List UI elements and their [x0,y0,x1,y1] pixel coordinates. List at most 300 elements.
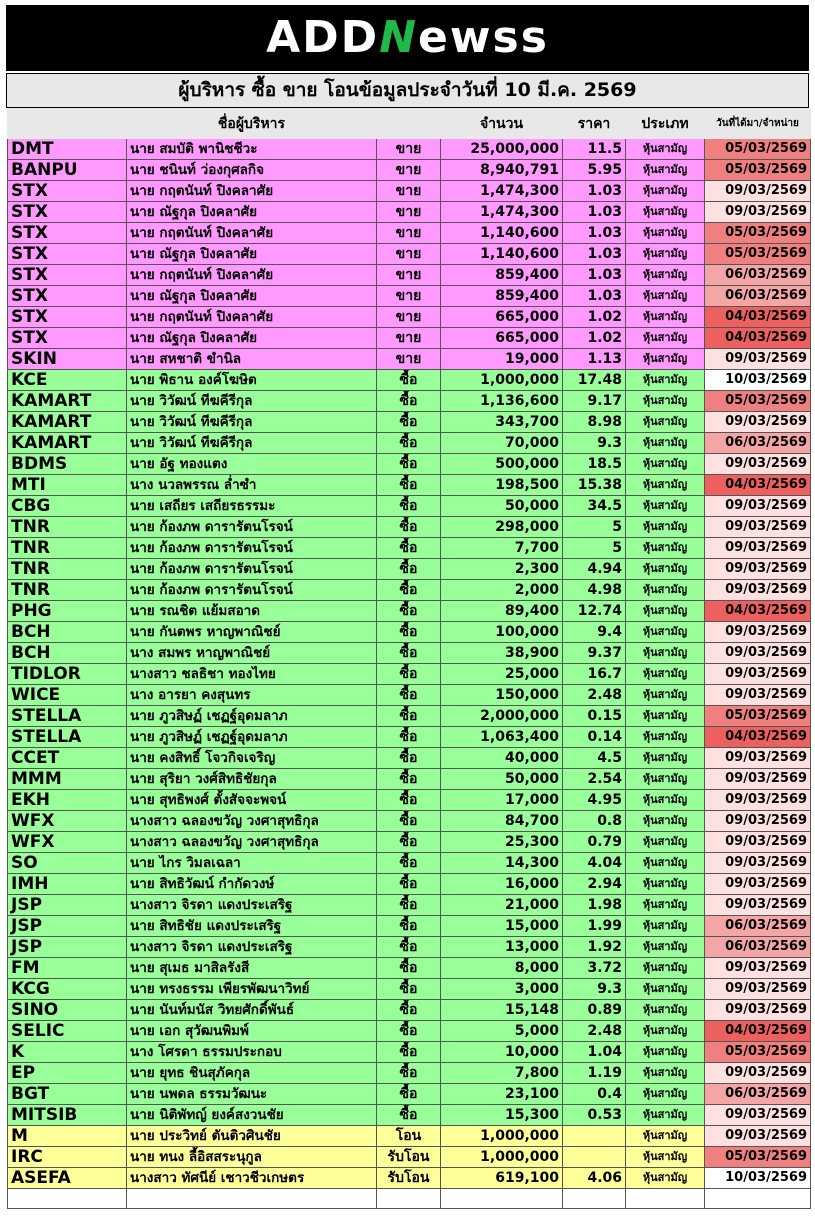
cell-action: ซื้อ [377,391,441,412]
cell-amount: 1,140,600 [441,244,563,265]
cell-amount: 1,474,300 [441,181,563,202]
cell-empty [626,1189,705,1209]
cell-symbol: IMH [8,874,127,895]
cell-price: 0.4 [563,1084,626,1105]
header-price: ราคา [563,109,626,139]
cell-price: 0.14 [563,727,626,748]
cell-date: 05/03/2569 [705,223,811,244]
cell-action: รับโอน [377,1147,441,1168]
cell-symbol: MTI [8,475,127,496]
cell-date: 05/03/2569 [705,391,811,412]
cell-price: 4.06 [563,1168,626,1189]
cell-action: ขาย [377,328,441,349]
cell-date: 09/03/2569 [705,748,811,769]
cell-symbol: ASEFA [8,1168,127,1189]
cell-type: หุ้นสามัญ [626,454,705,475]
cell-name: นางสาว ฉลองขวัญ วงศาสุทธิกุล [127,832,377,853]
cell-type: หุ้นสามัญ [626,286,705,307]
cell-price: 3.72 [563,958,626,979]
cell-type: หุ้นสามัญ [626,916,705,937]
cell-price: 18.5 [563,454,626,475]
cell-amount: 17,000 [441,790,563,811]
cell-action: โอน [377,1126,441,1147]
cell-price: 1.03 [563,181,626,202]
table-row [8,370,811,391]
cell-empty [705,1189,811,1209]
cell-name: นาย ภูวสิษฏ์ เชฏฐ์อุดมลาภ [127,727,377,748]
cell-name: นาง โศรดา ธรรมประกอบ [127,1042,377,1063]
cell-action: ขาย [377,307,441,328]
table-row [8,202,811,223]
cell-date: 05/03/2569 [705,1147,811,1168]
cell-date: 09/03/2569 [705,580,811,601]
cell-name: นาย สุทธิพงศ์ ตั้งสัจจะพจน์ [127,790,377,811]
cell-action: ขาย [377,223,441,244]
cell-price: 5 [563,517,626,538]
cell-amount: 13,000 [441,937,563,958]
cell-type: หุ้นสามัญ [626,139,705,160]
cell-price: 1.13 [563,349,626,370]
cell-type: หุ้นสามัญ [626,244,705,265]
cell-amount: 1,000,000 [441,370,563,391]
cell-symbol: TNR [8,580,127,601]
cell-type: หุ้นสามัญ [626,832,705,853]
cell-date: 06/03/2569 [705,916,811,937]
cell-symbol: JSP [8,916,127,937]
cell-amount: 15,000 [441,916,563,937]
cell-date: 06/03/2569 [705,937,811,958]
table-row [8,475,811,496]
cell-date: 05/03/2569 [705,1042,811,1063]
cell-action: ซื้อ [377,769,441,790]
page-title: ผู้บริหาร ซื้อ ขาย โอนข้อมูลประจำวันที่ 10 มี.ค. 2569 [6,73,809,108]
cell-price: 1.92 [563,937,626,958]
cell-symbol: STX [8,307,127,328]
cell-amount: 859,400 [441,265,563,286]
cell-name: นาย กฤตนันท์ ปิงคลาศัย [127,181,377,202]
cell-name: นาย กฤตนันท์ ปิงคลาศัย [127,223,377,244]
cell-symbol: KAMART [8,391,127,412]
cell-action: ขาย [377,286,441,307]
cell-type: หุ้นสามัญ [626,496,705,517]
cell-action: ซื้อ [377,811,441,832]
cell-price: 1.04 [563,1042,626,1063]
cell-amount: 19,000 [441,349,563,370]
cell-name: นาย นิติพัทญ์ ยงค์สงวนชัย [127,1105,377,1126]
cell-action: ซื้อ [377,496,441,517]
cell-symbol: SELIC [8,1021,127,1042]
table-header-row [8,109,811,139]
cell-price: 5 [563,538,626,559]
cell-amount: 10,000 [441,1042,563,1063]
cell-symbol: STELLA [8,727,127,748]
cell-type: หุ้นสามัญ [626,1126,705,1147]
table-row [8,223,811,244]
cell-amount: 1,000,000 [441,1147,563,1168]
cell-date: 09/03/2569 [705,1063,811,1084]
cell-action: ซื้อ [377,685,441,706]
table-row [8,853,811,874]
cell-symbol: STX [8,181,127,202]
cell-date: 05/03/2569 [705,244,811,265]
cell-symbol: IRC [8,1147,127,1168]
cell-symbol: BCH [8,622,127,643]
table-row [8,958,811,979]
cell-name: นาย สหชาติ ขำนิล [127,349,377,370]
table-row [8,1000,811,1021]
cell-name: นาย ทรงธรรม เพียรพัฒนาวิทย์ [127,979,377,1000]
cell-action: ซื้อ [377,853,441,874]
cell-symbol: WFX [8,811,127,832]
cell-price: 1.03 [563,202,626,223]
cell-action: ซื้อ [377,916,441,937]
cell-date: 09/03/2569 [705,832,811,853]
cell-action: ขาย [377,202,441,223]
table-row [8,454,811,475]
cell-action: ขาย [377,349,441,370]
logo-text-add: ADD [266,12,380,63]
cell-date: 09/03/2569 [705,559,811,580]
cell-action: ซื้อ [377,433,441,454]
cell-symbol: EP [8,1063,127,1084]
cell-amount: 50,000 [441,496,563,517]
cell-name: นาย กฤตนันท์ ปิงคลาศัย [127,307,377,328]
cell-amount: 70,000 [441,433,563,454]
cell-type: หุ้นสามัญ [626,580,705,601]
cell-date: 09/03/2569 [705,622,811,643]
cell-action: ซื้อ [377,832,441,853]
cell-date: 09/03/2569 [705,1105,811,1126]
table-row [8,601,811,622]
cell-symbol: SO [8,853,127,874]
table-row [8,139,811,160]
cell-date: 09/03/2569 [705,979,811,1000]
cell-symbol: M [8,1126,127,1147]
cell-name: นาย วิวัฒน์ ทีฆคีรีกุล [127,433,377,454]
cell-amount: 7,700 [441,538,563,559]
table-row [8,181,811,202]
cell-amount: 859,400 [441,286,563,307]
cell-name: นางสาว จิรดา แดงประเสริฐ [127,895,377,916]
cell-date: 09/03/2569 [705,517,811,538]
cell-name: นาย ไกร วิมลเฉลา [127,853,377,874]
cell-date: 09/03/2569 [705,664,811,685]
cell-action: ซื้อ [377,790,441,811]
cell-type: หุ้นสามัญ [626,622,705,643]
cell-date: 09/03/2569 [705,181,811,202]
table-row [8,307,811,328]
cell-action: ซื้อ [377,664,441,685]
cell-action: ซื้อ [377,1084,441,1105]
cell-type: หุ้นสามัญ [626,1021,705,1042]
cell-amount: 2,000 [441,580,563,601]
cell-symbol: PHG [8,601,127,622]
cell-symbol: KCE [8,370,127,391]
cell-type: หุ้นสามัญ [626,958,705,979]
table-row [8,1021,811,1042]
cell-name: นาย เสถียร เสถียรธรรมะ [127,496,377,517]
cell-type: หุ้นสามัญ [626,223,705,244]
cell-price: 0.89 [563,1000,626,1021]
cell-name: นางสาว ชลธิชา ทองไทย [127,664,377,685]
cell-action: ขาย [377,244,441,265]
cell-price: 15.38 [563,475,626,496]
cell-type: หุ้นสามัญ [626,727,705,748]
cell-empty [563,1189,626,1209]
cell-date: 04/03/2569 [705,1021,811,1042]
table-row [8,391,811,412]
cell-action: ซื้อ [377,538,441,559]
cell-action: ซื้อ [377,958,441,979]
cell-action: ซื้อ [377,580,441,601]
table-row [8,286,811,307]
cell-price: 9.37 [563,643,626,664]
cell-type: หุ้นสามัญ [626,265,705,286]
cell-date: 09/03/2569 [705,1000,811,1021]
cell-price: 0.53 [563,1105,626,1126]
table-row [8,1042,811,1063]
cell-price: 12.74 [563,601,626,622]
cell-symbol: SKIN [8,349,127,370]
cell-amount: 665,000 [441,328,563,349]
cell-type: หุ้นสามัญ [626,412,705,433]
cell-action: ซื้อ [377,874,441,895]
cell-price: 1.03 [563,244,626,265]
table-row [8,832,811,853]
cell-price: 4.95 [563,790,626,811]
cell-action: ซื้อ [377,895,441,916]
cell-type: หุ้นสามัญ [626,538,705,559]
cell-symbol: KAMART [8,433,127,454]
cell-date: 04/03/2569 [705,307,811,328]
cell-price: 9.3 [563,979,626,1000]
cell-symbol: STX [8,202,127,223]
cell-type: หุ้นสามัญ [626,748,705,769]
table-row [8,622,811,643]
cell-price: 1.02 [563,307,626,328]
cell-amount: 89,400 [441,601,563,622]
table-row [8,265,811,286]
cell-name: นาย รณชิต แย้มสอาด [127,601,377,622]
cell-amount: 1,140,600 [441,223,563,244]
cell-name: นาย สิทธิชัย แดงประเสริฐ [127,916,377,937]
cell-price: 1.19 [563,1063,626,1084]
cell-name: นาย ณัฐกุล ปิงคลาศัย [127,202,377,223]
logo-text-n: N [379,12,419,63]
cell-price: 4.04 [563,853,626,874]
cell-price: 1.99 [563,916,626,937]
cell-type: หุ้นสามัญ [626,181,705,202]
cell-amount: 25,300 [441,832,563,853]
cell-symbol: STX [8,286,127,307]
cell-amount: 1,063,400 [441,727,563,748]
cell-amount: 2,000,000 [441,706,563,727]
cell-type: หุ้นสามัญ [626,769,705,790]
cell-amount: 1,136,600 [441,391,563,412]
cell-date: 10/03/2569 [705,370,811,391]
cell-type: หุ้นสามัญ [626,811,705,832]
cell-symbol: CCET [8,748,127,769]
cell-symbol: BGT [8,1084,127,1105]
cell-action: ขาย [377,139,441,160]
cell-amount: 38,900 [441,643,563,664]
cell-symbol: TNR [8,517,127,538]
table-row [8,937,811,958]
cell-date: 05/03/2569 [705,139,811,160]
cell-price: 1.03 [563,223,626,244]
cell-amount: 25,000,000 [441,139,563,160]
cell-type: หุ้นสามัญ [626,874,705,895]
cell-type: หุ้นสามัญ [626,790,705,811]
cell-action: รับโอน [377,1168,441,1189]
table-row [8,727,811,748]
cell-name: นาง สมพร หาญพาณิชย์ [127,643,377,664]
cell-action: ซื้อ [377,727,441,748]
cell-type: หุ้นสามัญ [626,202,705,223]
cell-price: 4.5 [563,748,626,769]
cell-symbol: TNR [8,538,127,559]
cell-action: ซื้อ [377,601,441,622]
cell-price: 5.95 [563,160,626,181]
cell-action: ซื้อ [377,454,441,475]
cell-symbol: MITSIB [8,1105,127,1126]
table-row [8,811,811,832]
cell-symbol: DMT [8,139,127,160]
cell-type: หุ้นสามัญ [626,391,705,412]
cell-type: หุ้นสามัญ [626,853,705,874]
table-row [8,685,811,706]
cell-symbol: JSP [8,937,127,958]
table-row [8,979,811,1000]
cell-amount: 5,000 [441,1021,563,1042]
cell-amount: 100,000 [441,622,563,643]
cell-price: 9.17 [563,391,626,412]
cell-symbol: STX [8,244,127,265]
cell-empty [8,1189,127,1209]
cell-name: นาย ยุทธ ชินสุภัคกุล [127,1063,377,1084]
cell-price: 9.3 [563,433,626,454]
table-row [8,1147,811,1168]
cell-amount: 40,000 [441,748,563,769]
cell-amount: 1,000,000 [441,1126,563,1147]
cell-date: 09/03/2569 [705,790,811,811]
cell-date: 04/03/2569 [705,727,811,748]
cell-action: ขาย [377,265,441,286]
cell-price: 0.79 [563,832,626,853]
cell-action: ขาย [377,181,441,202]
cell-price: 2.48 [563,685,626,706]
cell-action: ซื้อ [377,748,441,769]
cell-name: นาย ก้องภพ ดารารัตนโรจน์ [127,580,377,601]
cell-empty [377,1189,441,1209]
table-row [8,580,811,601]
cell-date: 06/03/2569 [705,286,811,307]
table-row [8,1063,811,1084]
cell-date: 09/03/2569 [705,958,811,979]
cell-amount: 2,300 [441,559,563,580]
cell-name: นางสาว ฉลองขวัญ วงศาสุทธิกุล [127,811,377,832]
cell-name: นาย ก้องภพ ดารารัตนโรจน์ [127,559,377,580]
cell-price: 1.03 [563,286,626,307]
cell-empty [127,1189,377,1209]
cell-type: หุ้นสามัญ [626,1147,705,1168]
table-row [8,643,811,664]
cell-price: 8.98 [563,412,626,433]
cell-action: ซื้อ [377,559,441,580]
table-row [8,706,811,727]
cell-name: นาง นวลพรรณ ล่ำซำ [127,475,377,496]
cell-name: นาย คงสิทธิ์ โจวกิจเจริญ [127,748,377,769]
cell-symbol: STX [8,265,127,286]
cell-type: หุ้นสามัญ [626,643,705,664]
cell-name: นาย สมบัติ พานิชชีวะ [127,139,377,160]
cell-name: นาย สุริยา วงศ์สิทธิชัยกุล [127,769,377,790]
cell-price [563,1126,626,1147]
cell-action: ซื้อ [377,979,441,1000]
cell-type: หุ้นสามัญ [626,370,705,391]
cell-name: นาย สุเมธ มาสิลรังสี [127,958,377,979]
cell-type: หุ้นสามัญ [626,160,705,181]
cell-amount: 15,300 [441,1105,563,1126]
cell-symbol: EKH [8,790,127,811]
cell-amount: 50,000 [441,769,563,790]
cell-name: นาย วิวัฒน์ ทีฆคีรีกุล [127,412,377,433]
cell-name: นาย ณัฐกุล ปิงคลาศัย [127,328,377,349]
cell-date: 06/03/2569 [705,1084,811,1105]
cell-name: นาย นพดล ธรรมวัฒนะ [127,1084,377,1105]
cell-amount: 198,500 [441,475,563,496]
cell-symbol: KAMART [8,412,127,433]
cell-date: 09/03/2569 [705,202,811,223]
logo [266,5,549,71]
table-row [8,1168,811,1189]
cell-symbol: K [8,1042,127,1063]
table-row [8,895,811,916]
cell-amount: 8,000 [441,958,563,979]
cell-price: 0.8 [563,811,626,832]
cell-symbol: TNR [8,559,127,580]
cell-amount: 619,100 [441,1168,563,1189]
cell-action: ขาย [377,160,441,181]
cell-name: นาย อัฐ ทองแตง [127,454,377,475]
cell-date: 09/03/2569 [705,454,811,475]
cell-name: นาย เอก สุวัฒนพิมพ์ [127,1021,377,1042]
cell-price: 2.94 [563,874,626,895]
cell-type: หุ้นสามัญ [626,307,705,328]
cell-date: 09/03/2569 [705,412,811,433]
cell-date: 06/03/2569 [705,433,811,454]
cell-type: หุ้นสามัญ [626,1063,705,1084]
cell-name: นาย ทนง ลี้อิสสระนุกูล [127,1147,377,1168]
cell-type: หุ้นสามัญ [626,1105,705,1126]
cell-type: หุ้นสามัญ [626,349,705,370]
cell-action: ซื้อ [377,937,441,958]
cell-name: นาย นันท์มนัส วิทยศักดิ์พันธ์ [127,1000,377,1021]
cell-name: นาย ก้องภพ ดารารัตนโรจน์ [127,538,377,559]
cell-date: 05/03/2569 [705,160,811,181]
cell-price: 16.7 [563,664,626,685]
cell-price: 2.48 [563,1021,626,1042]
header-name: ชื่อผู้บริหาร [127,109,377,139]
cell-date: 09/03/2569 [705,643,811,664]
cell-symbol: CBG [8,496,127,517]
cell-action: ซื้อ [377,517,441,538]
cell-price: 2.54 [563,769,626,790]
cell-symbol: STELLA [8,706,127,727]
cell-symbol: JSP [8,895,127,916]
cell-amount: 21,000 [441,895,563,916]
cell-amount: 8,940,791 [441,160,563,181]
